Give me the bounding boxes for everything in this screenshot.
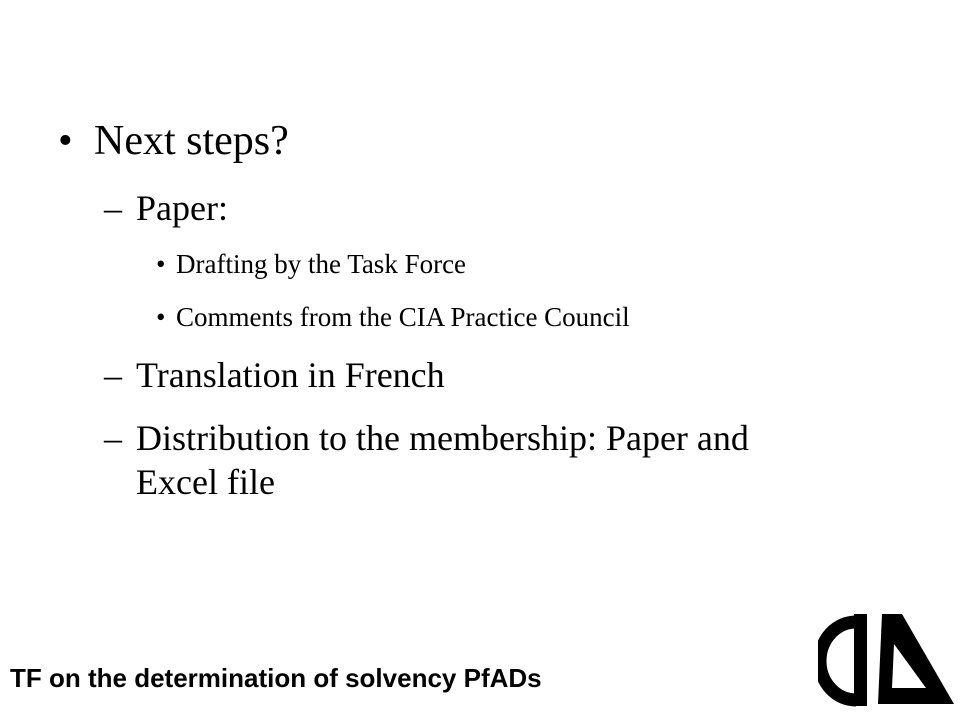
- sub-item-text: Paper:: [136, 188, 228, 228]
- sub-item-text-continued: Excel file: [136, 462, 275, 502]
- dash-marker: –: [104, 188, 122, 228]
- bullet-marker: •: [156, 249, 166, 279]
- cia-logo-icon: [818, 608, 956, 712]
- dash-marker: –: [104, 418, 122, 458]
- bullet-text: Next steps?: [94, 118, 289, 164]
- sub-sub-item-comments: [156, 300, 630, 334]
- footer-text: TF on the determination of solvency PfADs: [10, 663, 542, 693]
- sub-item-text: Distribution to the membership: Paper and: [136, 418, 749, 458]
- sub-item-paper: [104, 186, 228, 230]
- bullet-marker: •: [58, 118, 73, 164]
- sub-item-translation: [104, 353, 445, 397]
- dash-marker: –: [104, 355, 122, 395]
- sub-item-text: Translation in French: [136, 355, 445, 395]
- bullet-marker: •: [156, 302, 166, 332]
- sub-sub-item-drafting: [156, 247, 466, 281]
- sub-item-distribution: [104, 416, 749, 504]
- bullet-next-steps: [58, 116, 289, 166]
- sub-sub-item-text: Drafting by the Task Force: [176, 249, 467, 279]
- sub-sub-item-text: Comments from the CIA Practice Council: [176, 302, 630, 332]
